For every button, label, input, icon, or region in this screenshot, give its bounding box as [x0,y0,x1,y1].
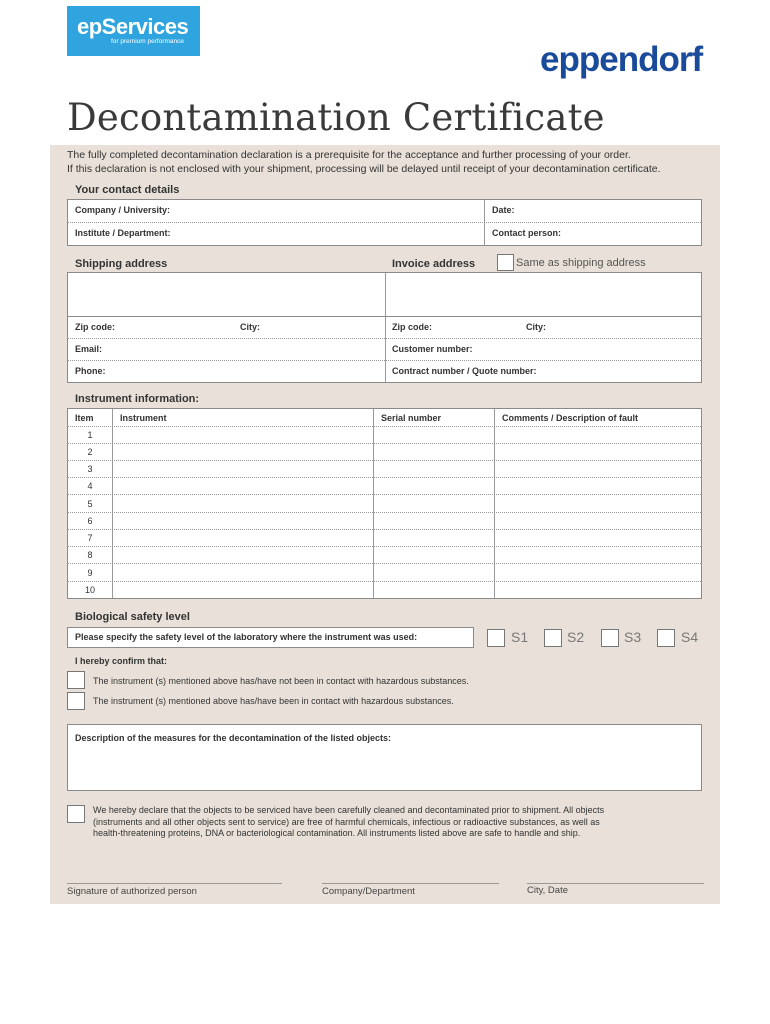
table-row-divider [68,512,701,513]
s2-label: S2 [567,629,585,645]
table-row-divider [68,529,701,530]
intro-line-1: The fully completed decontamination declaration is a prerequisite for the acceptance and further processing of your order. [67,149,631,161]
address-divider-2 [68,338,701,339]
s3-label: S3 [624,629,642,645]
table-row-divider [68,477,701,478]
s1-label: S1 [511,629,529,645]
contact-person-field[interactable]: Contact person: [492,228,562,238]
table-row-divider [68,460,701,461]
epservices-logo-text: epServices [77,14,189,39]
declaration-line-1: We hereby declare that the objects to be serviced have been carefully cleaned and decontaminated prior to shipment. All objects [93,805,605,815]
instrument-heading: Instrument information: [75,393,200,405]
instrument-table [67,408,702,599]
contact-heading: Your contact details [75,184,180,196]
no-contact-label: The instrument (s) mentioned above has/have not been in contact with hazardous substances. [93,676,469,686]
item-number: 5 [87,499,93,509]
intro-text [67,149,661,176]
same-as-shipping-label: Same as shipping address [516,257,646,269]
measures-label: Description of the measures for the decontamination of the listed objects: [75,733,392,743]
date-field[interactable]: Date: [492,205,515,215]
table-row-divider [68,494,701,495]
table-row-divider [68,563,701,564]
item-number: 4 [87,481,93,491]
declaration-checkbox[interactable] [67,805,85,823]
table-row-divider [68,426,701,427]
customer-number-field[interactable]: Customer number: [392,344,473,354]
col-serial-header: Serial number [381,413,442,423]
contact-column-divider [484,200,485,245]
email-field[interactable]: Email: [75,344,103,354]
shipping-city-field[interactable]: City: [240,322,260,332]
invoice-zip-field[interactable]: Zip code: [392,322,432,332]
instrument-col-divider-1 [112,409,113,598]
declaration-text [93,805,604,840]
declaration-line-3: health-threatening proteins, DNA or bacteriological contamination. All instruments listed above are safe to handle and ship. [93,828,581,838]
item-number: 9 [87,568,93,578]
item-number: 10 [84,585,95,595]
address-column-divider [385,273,386,382]
company-department-label: Company/Department [322,886,415,897]
col-item-header: Item [75,413,94,423]
item-number: 7 [87,533,93,543]
company-line [322,883,499,884]
s3-checkbox[interactable] [601,629,619,647]
col-instrument-header: Instrument [120,413,167,423]
invoice-heading: Invoice address [392,258,476,270]
contact-label: The instrument (s) mentioned above has/have been in contact with hazardous substances. [93,696,454,706]
item-number: 2 [87,447,93,457]
no-contact-checkbox[interactable] [67,671,85,689]
s1-checkbox[interactable] [487,629,505,647]
city-date-line [527,883,704,884]
col-comments-header: Comments / Description of fault [502,413,639,423]
address-divider-1 [68,316,701,317]
shipping-heading: Shipping address [75,258,168,270]
signature-line [67,883,282,884]
phone-field[interactable]: Phone: [75,366,106,376]
confirm-heading: I hereby confirm that: [75,656,168,666]
institute-field[interactable]: Institute / Department: [75,228,171,238]
s4-label: S4 [681,629,699,645]
contact-checkbox[interactable] [67,692,85,710]
instrument-col-divider-2 [373,409,374,598]
address-divider-3 [68,360,701,361]
epservices-logo [67,6,200,56]
eppendorf-logo: eppendorf [540,40,703,79]
page-title: Decontamination Certificate [67,96,605,139]
instrument-col-divider-3 [494,409,495,598]
same-as-shipping-checkbox[interactable] [497,254,514,271]
s4-checkbox[interactable] [657,629,675,647]
item-number: 1 [87,430,93,440]
contract-number-field[interactable]: Contract number / Quote number: [392,366,537,376]
city-date-label: City, Date [527,885,569,896]
table-row-divider [68,546,701,547]
table-row-divider [68,443,701,444]
item-number: 3 [87,464,93,474]
biosafety-heading: Biological safety level [75,611,190,623]
declaration-line-2: (instruments and all other objects sent to service) are free of harmful chemicals, infectious or radioactive substances, as well as [93,816,600,827]
signature-label: Signature of authorized person [67,886,197,897]
item-number: 8 [87,550,93,560]
shipping-zip-field[interactable]: Zip code: [75,322,115,332]
contact-divider [68,222,701,223]
invoice-city-field[interactable]: City: [526,322,546,332]
table-row-divider [68,581,701,582]
company-field[interactable]: Company / University: [75,205,171,215]
item-number: 6 [87,516,93,526]
s2-checkbox[interactable] [544,629,562,647]
epservices-tagline: for premium performance [111,38,184,45]
intro-line-2: If this declaration is not enclosed with your shipment, processing will be delayed until receipt of your decontamination certificate. [67,162,661,175]
safety-level-prompt: Please specify the safety level of the laboratory where the instrument was used: [75,632,418,642]
